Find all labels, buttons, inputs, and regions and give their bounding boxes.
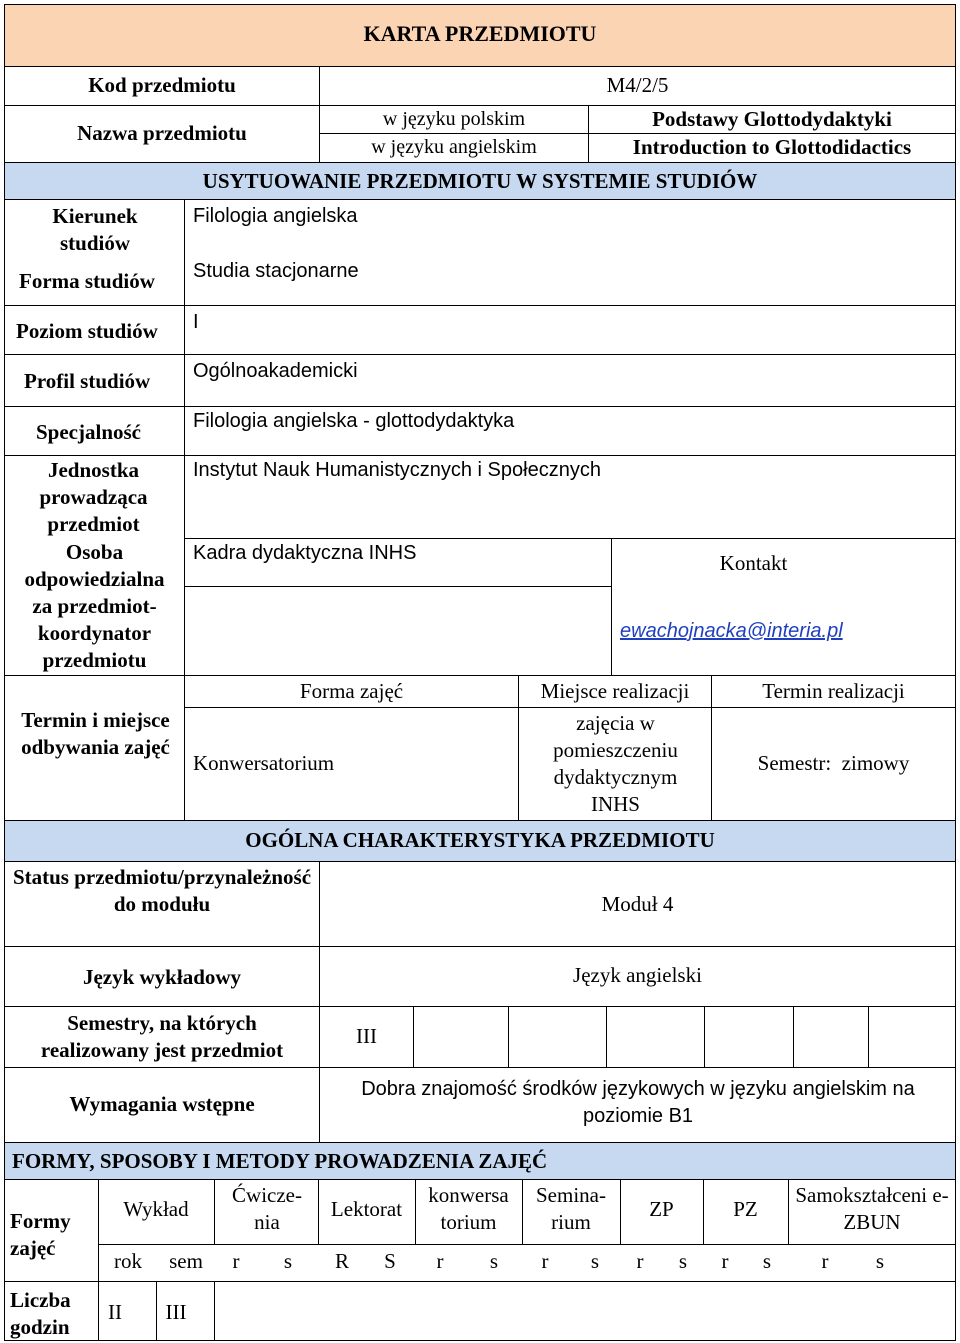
sub-s: s	[762, 1249, 772, 1273]
semestry-value: III	[356, 1024, 377, 1048]
nazwa-en-value: Introduction to Glottodidactics	[632, 135, 912, 159]
semestry-cell-6	[793, 1006, 869, 1068]
sub-r: r	[541, 1249, 549, 1273]
status-value: Moduł 4	[601, 892, 674, 916]
col-cwiczenia: Ćwicze-nia	[232, 1183, 302, 1234]
divider	[4, 305, 956, 306]
semestry-cell-5	[704, 1006, 794, 1068]
semestry-label: Semestry, na których realizowany jest przedmiot	[40, 1011, 284, 1062]
kontakt-email-link[interactable]: ewachojnacka@interia.pl	[620, 620, 843, 642]
liczba-value-rok: II	[108, 1300, 122, 1324]
sub-s: s	[590, 1249, 600, 1273]
sub-r: r	[232, 1249, 240, 1273]
semestry-cell-2	[413, 1006, 509, 1068]
forma-zajec-value: Konwersatorium	[193, 751, 335, 775]
termin-value: Semestr: zimowy	[757, 751, 910, 775]
sub-s: s	[283, 1249, 293, 1273]
page-title: KARTA PRZEDMIOTU	[363, 21, 597, 46]
jednostka-label: Jednostka prowadząca przedmiot	[39, 458, 148, 536]
col-pz: PZ	[733, 1197, 758, 1221]
divider	[522, 1179, 523, 1245]
sub-S: S	[384, 1249, 396, 1273]
sub-s: s	[875, 1249, 885, 1273]
specjalnosc-value: Filologia angielska - glottodydaktyka	[193, 410, 515, 432]
col-seminarium: Semina-rium	[536, 1183, 606, 1234]
kontakt-email[interactable]	[620, 618, 843, 645]
sub-R: R	[334, 1249, 349, 1273]
divider	[4, 406, 956, 407]
forma-studiow-value: Studia stacjonarne	[193, 260, 359, 282]
kontakt-label: Kontakt	[719, 551, 788, 575]
divider	[214, 1179, 215, 1245]
forma-zajec-header: Forma zajęć	[299, 679, 404, 703]
sub-s: s	[678, 1249, 688, 1273]
liczba-label: Liczba godzin	[10, 1288, 71, 1339]
col-zp: ZP	[649, 1197, 674, 1221]
nazwa-pl-value: Podstawy Glottodydaktyki	[652, 107, 892, 131]
usytuowanie-title: USYTUOWANIE PRZEDMIOTU W SYSTEMIE STUDIÓW	[202, 169, 758, 193]
col-samoksztalcenie: Samokształceni e- ZBUN	[795, 1183, 949, 1234]
nazwa-pl-label: w języku polskim	[382, 108, 526, 130]
sub-s: s	[489, 1249, 499, 1273]
divider	[415, 1179, 416, 1245]
sub-sem: sem	[169, 1249, 203, 1273]
sub-rok: rok	[114, 1249, 142, 1273]
forma-studiow-label: Forma studiów	[19, 269, 155, 293]
miejsce-header: Miejsce realizacji	[540, 679, 690, 703]
status-label: Status przedmiotu/przynależność do modułu	[12, 865, 312, 916]
termin-header: Termin realizacji	[762, 679, 905, 703]
sub-r: r	[821, 1249, 829, 1273]
semestry-cell-7	[868, 1006, 956, 1068]
profil-value: Ogólnoakademicki	[193, 360, 358, 382]
col-konwersatorium: konwersa torium	[428, 1183, 509, 1234]
col-wyklad: Wykład	[123, 1197, 189, 1221]
wymagania-label: Wymagania wstępne	[69, 1092, 255, 1116]
ogolna-title: OGÓLNA CHARAKTERYSTYKA PRZEDMIOTU	[245, 828, 715, 852]
kod-label: Kod przedmiotu	[88, 73, 236, 97]
formy-title: FORMY, SPOSOBY I METODY PROWADZENIA ZAJĘĆ	[12, 1149, 548, 1173]
poziom-label: Poziom studiów	[16, 319, 158, 343]
osoba-label: Osoba odpowiedzialna za przedmiot-koordynator przedmiotu	[24, 540, 165, 672]
divider	[98, 1244, 956, 1245]
profil-label: Profil studiów	[24, 369, 151, 393]
jezyk-label: Język wykładowy	[82, 965, 242, 989]
divider	[214, 1281, 215, 1341]
semestry-cell-4	[606, 1006, 705, 1068]
miejsce-value: zajęcia w pomieszczeniu dydaktycznym INHS	[553, 711, 678, 816]
col-lektorat: Lektorat	[330, 1197, 403, 1221]
divider	[184, 586, 612, 587]
kod-value: M4/2/5	[606, 73, 669, 97]
specjalnosc-label: Specjalność	[36, 420, 141, 444]
sub-r: r	[436, 1249, 444, 1273]
semestry-cell-3	[508, 1006, 607, 1068]
sub-r: r	[721, 1249, 729, 1273]
liczba-value-sem: III	[165, 1300, 187, 1324]
divider	[4, 354, 956, 355]
wymagania-value: Dobra znajomość środków językowych w języku angielskim na poziomie B1	[361, 1078, 915, 1127]
jednostka-value: Instytut Nauk Humanistycznych i Społecznych	[193, 459, 601, 481]
kierunek-label: Kierunek studiów	[52, 204, 138, 255]
poziom-value: I	[193, 311, 199, 333]
nazwa-label: Nazwa przedmiotu	[77, 121, 247, 145]
nazwa-en-label: w języku angielskim	[371, 136, 537, 158]
sub-r: r	[636, 1249, 644, 1273]
osoba-value: Kadra dydaktyczna INHS	[193, 542, 417, 564]
kierunek-value: Filologia angielska	[193, 205, 358, 227]
formy-label: Formy zajęć	[10, 1209, 71, 1260]
jezyk-value: Język angielski	[573, 963, 702, 987]
termin-label: Termin i miejsce odbywania zajęć	[21, 708, 170, 759]
divider	[4, 455, 956, 456]
divider	[98, 1281, 956, 1282]
